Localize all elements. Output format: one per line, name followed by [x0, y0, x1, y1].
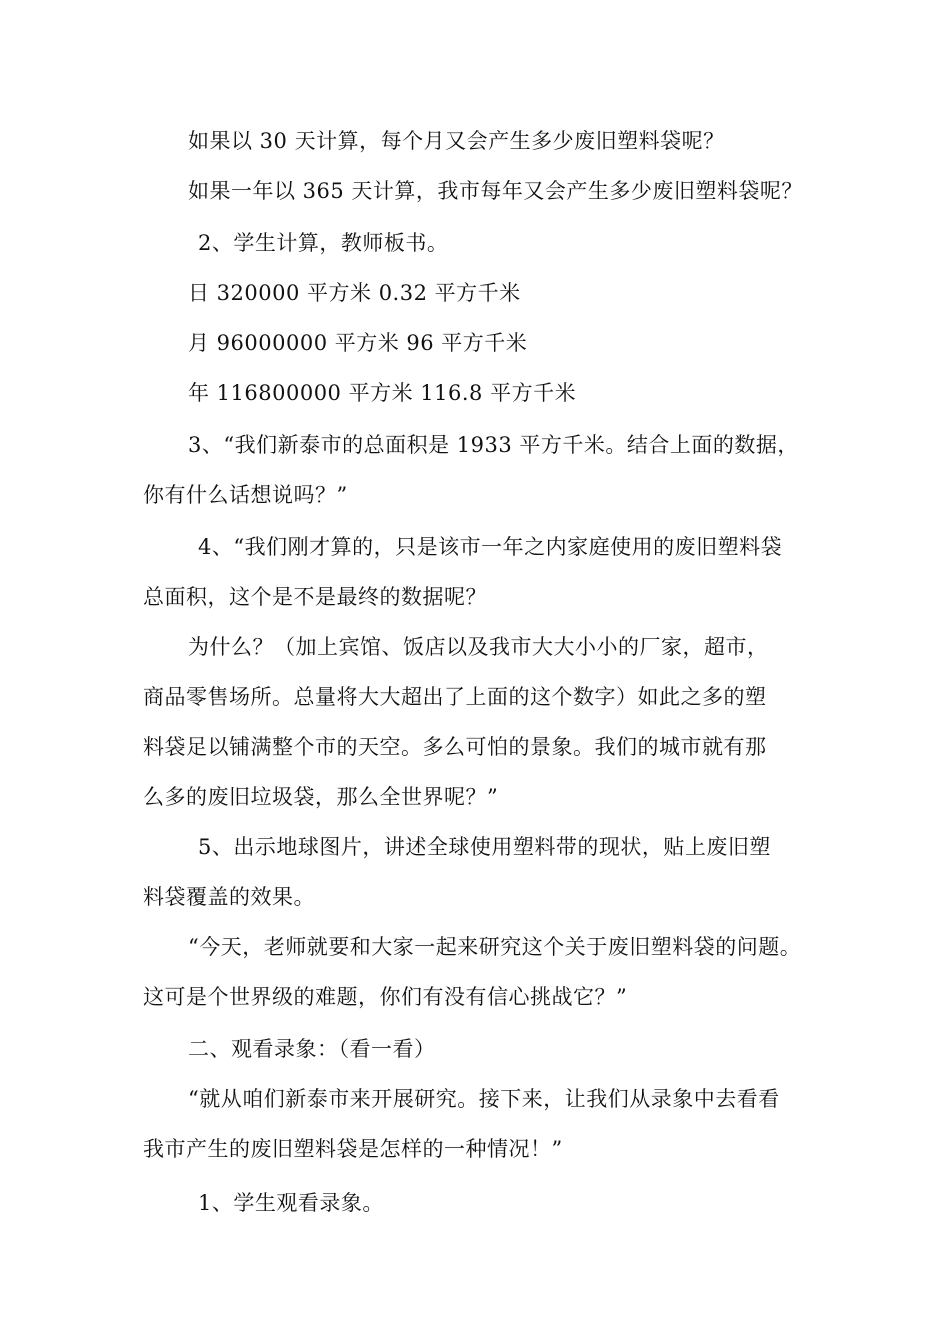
text-line: 商品零售场所。总量将大大超出了上面的这个数字）如此之多的塑: [143, 685, 767, 709]
text-line: 总面积，这个是不是最终的数据呢？: [143, 585, 487, 609]
text-line: 么多的废旧垃圾袋，那么全世界呢？”: [143, 785, 499, 809]
text-line: 二、观看录象：（看一看）: [188, 1037, 436, 1061]
text-line: 1、学生观看录象。: [198, 1191, 384, 1215]
text-line: 日 320000 平方米 0.32 平方千米: [188, 281, 521, 305]
text-line: 4、“我们刚才算的，只是该市一年之内家庭使用的废旧塑料袋: [198, 535, 783, 559]
text-line: 这可是个世界级的难题，你们有没有信心挑战它？”: [143, 985, 628, 1009]
text-line: 如果一年以 365 天计算，我市每年又会产生多少废旧塑料袋呢？: [188, 179, 803, 203]
text-line: “就从咱们新泰市来开展研究。接下来，让我们从录象中去看看: [188, 1087, 780, 1111]
text-line: 料袋覆盖的效果。: [143, 885, 315, 909]
text-line: 我市产生的废旧塑料袋是怎样的一种情况！”: [143, 1137, 563, 1161]
text-line: 5、出示地球图片，讲述全球使用塑料带的现状，贴上废旧塑: [198, 835, 771, 859]
text-line: 3、“我们新泰市的总面积是 1933 平方千米。结合上面的数据，: [188, 433, 799, 457]
text-line: 2、学生计算，教师板书。: [198, 231, 449, 255]
text-line: “今天，老师就要和大家一起来研究这个关于废旧塑料袋的问题。: [188, 935, 802, 959]
text-line: 为什么？（加上宾馆、饭店以及我市大大小小的厂家，超市，: [188, 635, 769, 659]
text-line: 你有什么话想说吗？”: [143, 483, 348, 507]
text-line: 年 116800000 平方米 116.8 平方千米: [188, 381, 577, 405]
text-line: 月 96000000 平方米 96 平方千米: [188, 331, 528, 355]
text-line: 如果以 30 天计算，每个月又会产生多少废旧塑料袋呢？: [188, 129, 725, 153]
text-line: 料袋足以铺满整个市的天空。多么可怕的景象。我们的城市就有那: [143, 735, 767, 759]
